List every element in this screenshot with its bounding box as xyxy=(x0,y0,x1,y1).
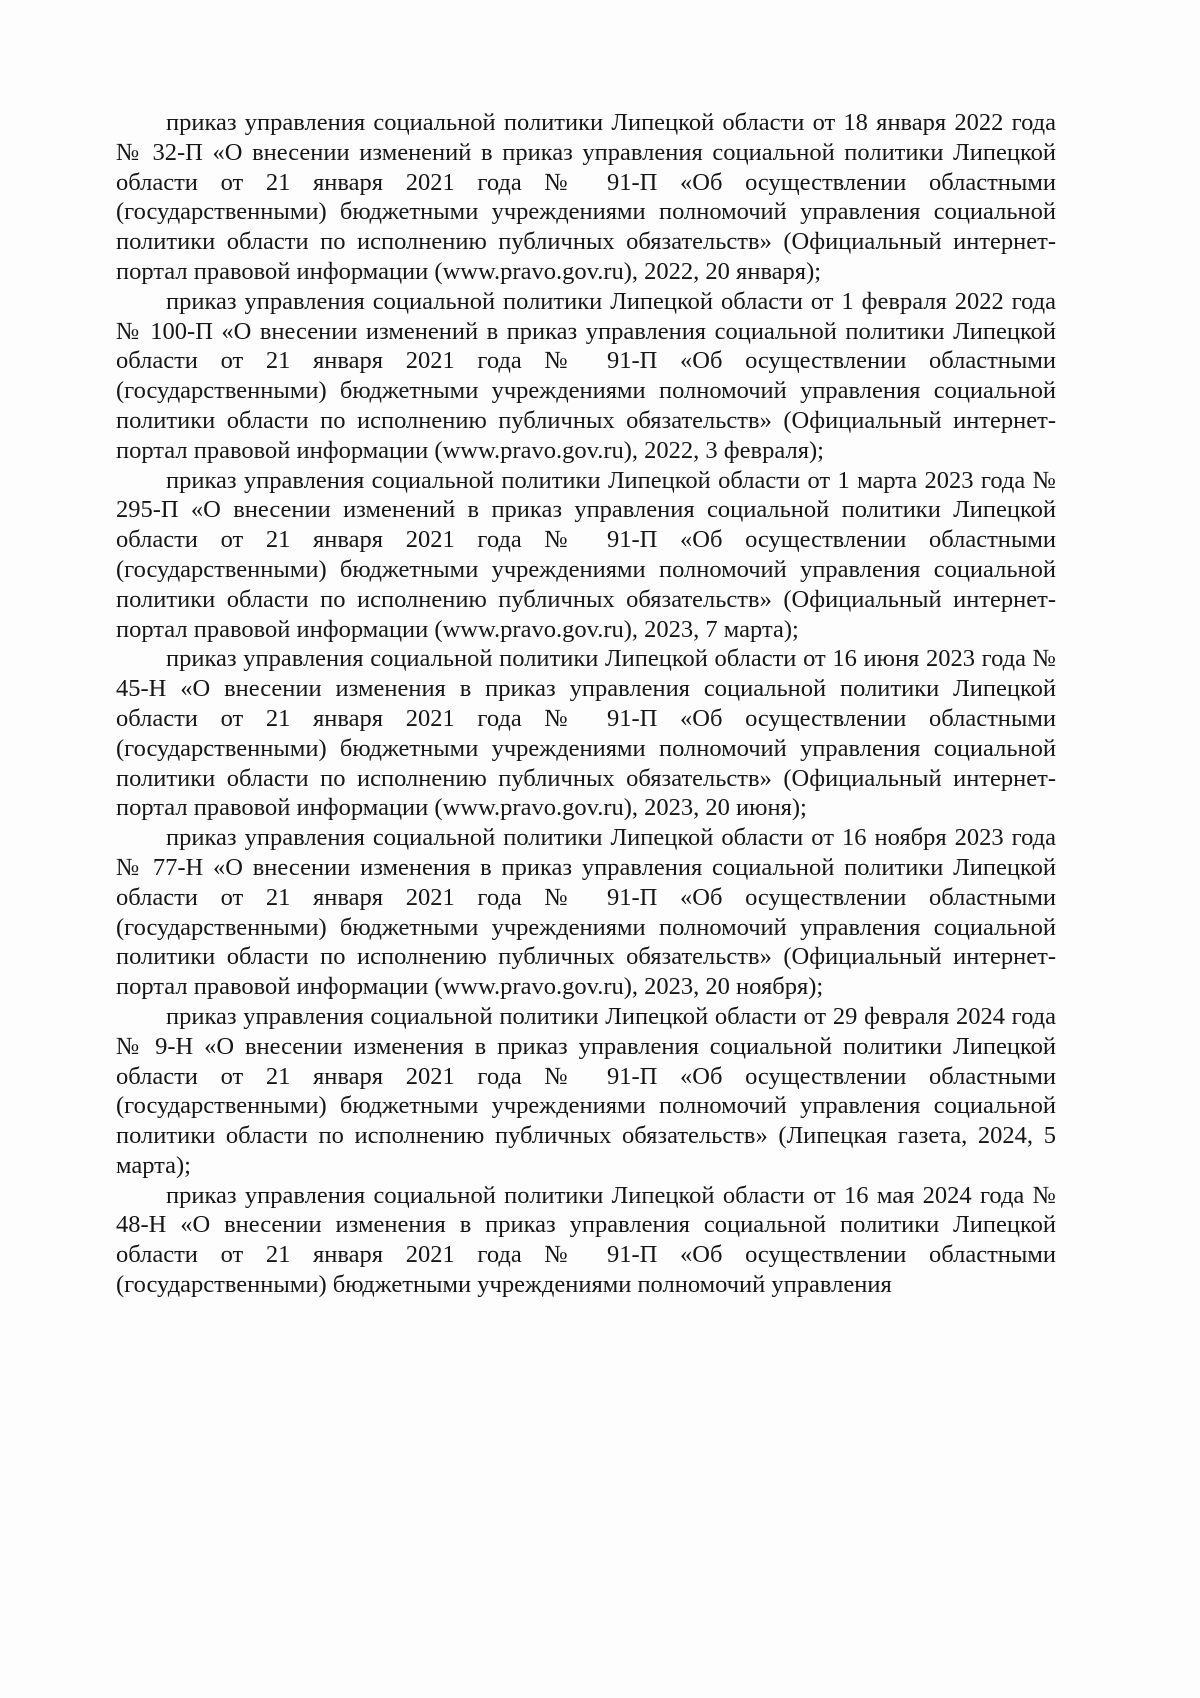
order-paragraph-4: приказ управления социальной политики Липецкой области от 16 июня 2023 года № 45-Н «О внесении изменения в приказ управления социальной политики Липецкой области от 21 января 2021 года № 91-П «Об осуществлении областными (государственными) бюджетными учреждениями полномочий управления социальной политики области по исполнению публичных обязательств» (Официальный интернет-портал правовой информации (www.pravo.gov.ru), 2023, 20 июня); xyxy=(116,645,1056,822)
order-paragraph-3: приказ управления социальной политики Липецкой области от 1 марта 2023 года № 295-П «О внесении изменений в приказ управления социальной политики Липецкой области от 21 января 2021 года № 91-П «Об осуществлении областными (государственными) бюджетными учреждениями полномочий управления социальной политики области по исполнению публичных обязательств» (Официальный интернет-портал правовой информации (www.pravo.gov.ru), 2023, 7 марта); xyxy=(116,466,1056,643)
order-paragraph-7: приказ управления социальной политики Липецкой области от 16 мая 2024 года № 48-Н «О внесении изменения в приказ управления социальной политики Липецкой области от 21 января 2021 года № 91-П «Об осуществлении областными (государственными) бюджетными учреждениями полномочий управления xyxy=(116,1181,1056,1299)
document-body xyxy=(116,108,1056,1300)
order-paragraph-5: приказ управления социальной политики Липецкой области от 16 ноября 2023 года № 77-Н «О внесении изменения в приказ управления социальной политики Липецкой области от 21 января 2021 года № 91-П «Об осуществлении областными (государственными) бюджетными учреждениями полномочий управления социальной политики области по исполнению публичных обязательств» (Официальный интернет-портал правовой информации (www.pravo.gov.ru), 2023, 20 ноября); xyxy=(116,824,1056,1001)
order-paragraph-6: приказ управления социальной политики Липецкой области от 29 февраля 2024 года № 9-Н «О внесении изменения в приказ управления социальной политики Липецкой области от 21 января 2021 года № 91-П «Об осуществлении областными (государственными) бюджетными учреждениями полномочий управления социальной политики области по исполнению публичных обязательств» (Липецкая газета, 2024, 5 марта); xyxy=(116,1002,1056,1179)
order-paragraph-2: приказ управления социальной политики Липецкой области от 1 февраля 2022 года № 100-П «О внесении изменений в приказ управления социальной политики Липецкой области от 21 января 2021 года № 91-П «Об осуществлении областными (государственными) бюджетными учреждениями полномочий управления социальной политики области по исполнению публичных обязательств» (Официальный интернет-портал правовой информации (www.pravo.gov.ru), 2022, 3 февраля); xyxy=(116,287,1056,464)
order-paragraph-1: приказ управления социальной политики Липецкой области от 18 января 2022 года № 32-П «О внесении изменений в приказ управления социальной политики Липецкой области от 21 января 2021 года № 91-П «Об осуществлении областными (государственными) бюджетными учреждениями полномочий управления социальной политики области по исполнению публичных обязательств» (Официальный интернет-портал правовой информации (www.pravo.gov.ru), 2022, 20 января); xyxy=(116,109,1056,285)
